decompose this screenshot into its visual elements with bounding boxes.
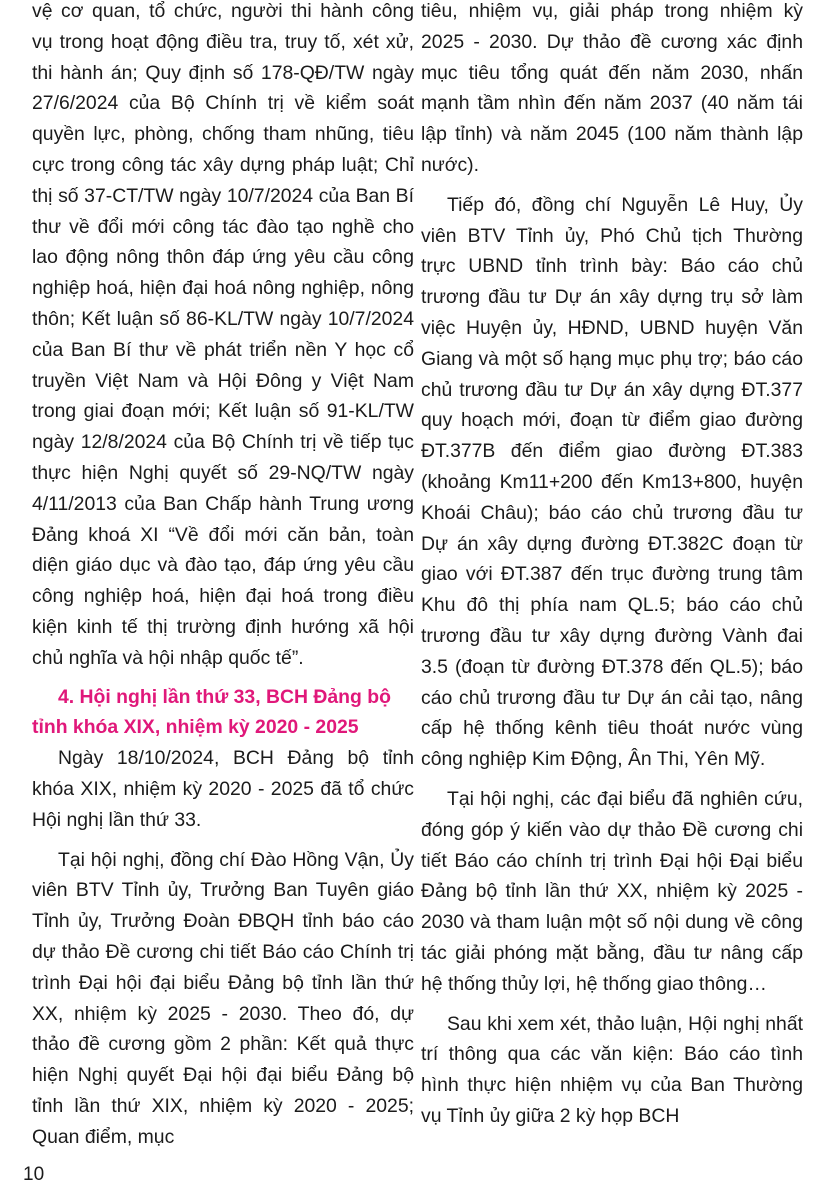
paragraph: Sau khi xem xét, thảo luận, Hội nghị nhất trí thông qua các văn kiện: Báo cáo tình hình thực hiện nhiệm vụ của Ban Thường vụ Tỉnh ủy giữa 2 kỳ họp BCH [421,1012,803,1127]
right-column [421,0,803,1132]
paragraph: Tiếp đó, đồng chí Nguyễn Lê Huy, Ủy viên BTV Tỉnh ủy, Phó Chủ tịch Thường trực UBND tỉnh trình bày: Báo cáo chủ trương đầu tư Dự án xây dựng trụ sở làm việc Huyện ủy, HĐND, UBND huyện Văn Giang và một số hạng mục phụ trợ; báo cáo chủ trương đầu tư Dự án xây dựng ĐT.377 quy hoạch mới, đoạn từ điểm giao đường ĐT.377B đến điểm giao đường ĐT.383 (khoảng Km11+200 đến Km13+800, huyện Khoái Châu); báo cáo chủ trương đầu tư Dự án xây dựng đường ĐT.382C đoạn từ giao với ĐT.387 đến trục đường trung tâm Khu đô thị phía nam QL.5; báo cáo chủ trương đầu tư xây dựng đường Vành đai 3.5 (đoạn từ đường ĐT.378 đến QL.5); báo cáo chủ trương đầu tư Dự án cải tạo, nâng cấp hệ thống kênh tiêu thoát nước vùng công nghiệp Kim Động, Ân Thi, Yên Mỹ. [421,193,803,771]
paragraph-continuation: vệ cơ quan, tổ chức, người thi hành công vụ trong hoạt động điều tra, truy tố, xét xử, thi hành án; Quy định số 178-QĐ/TW ngày 27/6/2024 của Bộ Chính trị về kiểm soát quyền lực, phòng, chống tham nhũng, tiêu cực trong công tác xây dựng pháp luật; Chỉ thị số 37-CT/TW ngày 10/7/2024 của Ban Bí thư về đổi mới công tác đào tạo nghề cho lao động nông thôn đáp ứng yêu cầu công nghiệp hoá, hiện đại hoá nông nghiệp, nông thôn; Kết luận số 86-KL/TW ngày 10/7/2024 của Ban Bí thư về phát triển nền Y học cổ truyền Việt Nam và Hội Đông y Việt Nam trong giai đoạn mới; Kết luận số 91-KL/TW ngày 12/8/2024 của Bộ Chính trị về tiếp tục thực hiện Nghị quyết số 29-NQ/TW ngày 4/11/2013 của Ban Chấp hành Trung ương Đảng khoá XI “Về đổi mới căn bản, toàn diện giáo dục và đào tạo, đáp ứng yêu cầu công nghiệp hoá, hiện đại hoá trong điều kiện kinh tế thị trường định hướng xã hội chủ nghĩa và hội nhập quốc tế”. [32,0,414,669]
paragraph: Ngày 18/10/2024, BCH Đảng bộ tỉnh khóa XIX, nhiệm kỳ 2020 - 2025 đã tổ chức Hội nghị lần thứ 33. [32,747,414,831]
paragraph-continuation: tiêu, nhiệm vụ, giải pháp trong nhiệm kỳ 2025 - 2030. Dự thảo đề cương xác định mục tiêu tổng quát đến năm 2030, nhấn mạnh tầm nhìn đến năm 2037 (40 năm tái lập tỉnh) và năm 2045 (100 năm thành lập nước). [421,0,803,176]
paragraph: Tại hội nghị, các đại biểu đã nghiên cứu, đóng góp ý kiến vào dự thảo Đề cương chi tiết Báo cáo chính trị trình Đại hội Đại biểu Đảng bộ tỉnh lần thứ XX, nhiệm kỳ 2025 - 2030 và tham luận một số nội dung về công tác giải phóng mặt bằng, đầu tư nâng cấp hệ thống thủy lợi, hệ thống giao thông… [421,787,803,995]
paragraph: Tại hội nghị, đồng chí Đào Hồng Vận, Ủy viên BTV Tỉnh ủy, Trưởng Ban Tuyên giáo Tỉnh ủy, Trưởng Đoàn ĐBQH tỉnh báo cáo dự thảo Đề cương chi tiết Báo cáo Chính trị trình Đại hội đại biểu Đảng bộ tỉnh lần thứ XX, nhiệm kỳ 2025 - 2030. Theo đó, dự thảo đề cương gồm 2 phần: Kết quả thực hiện Nghị quyết Đại hội đại biểu Đảng bộ tỉnh lần thứ XIX, nhiệm kỳ 2020 - 2025; Quan điểm, mục [32,848,414,1148]
section-heading: 4. Hội nghị lần thứ 33, BCH Đảng bộ tỉnh khóa XIX, nhiệm kỳ 2020 - 2025 [32,685,391,739]
page-number: 10 [23,1164,45,1185]
left-column [32,0,414,1152]
